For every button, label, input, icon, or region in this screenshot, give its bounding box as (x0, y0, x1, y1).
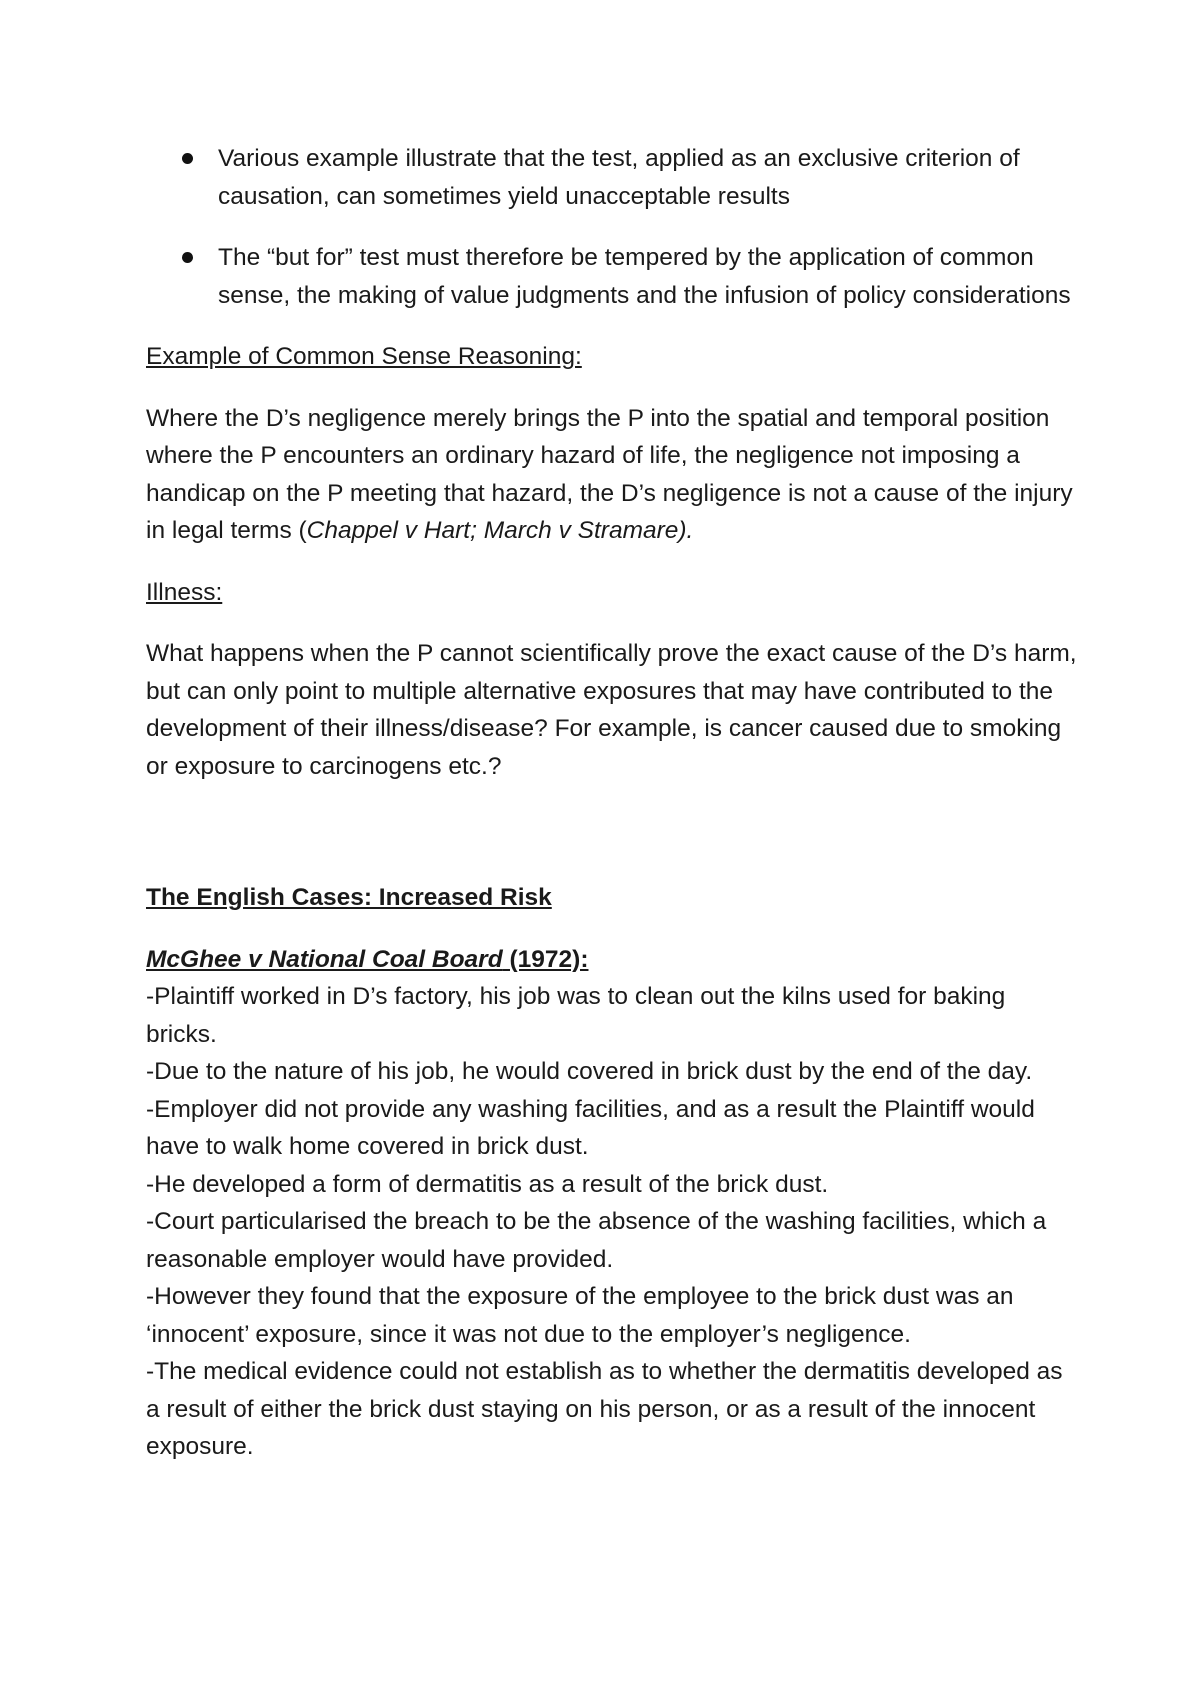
case-fact: -Employer did not provide any washing facilities, and as a result the Plaintiff would have to walk home covered in brick dust. (146, 1095, 1035, 1160)
case-citations: Chappel v Hart; March v Stramare). (306, 517, 694, 544)
bullet-dot-icon (182, 153, 193, 164)
bullet-text: Various example illustrate that the test, applied as an exclusive criterion of causation, can sometimes yield unacceptable results (218, 145, 1020, 210)
case-year: (1972): (502, 945, 589, 973)
case-fact: -He developed a form of dermatitis as a result of the brick dust. (146, 1170, 829, 1198)
case-name: McGhee v National Coal Board (146, 945, 503, 973)
section-spacer (146, 809, 1080, 879)
case-fact: -The medical evidence could not establish as to whether the dermatitis developed as a result of either the brick dust staying on his person, or as a result of the innocent exposure. (146, 1358, 1063, 1460)
bullet-list (146, 140, 1080, 314)
common-sense-body: Where the D’s negligence merely brings the P into the spatial and temporal position where the P encounters an ordinary hazard of life, the negligence not imposing a handicap on the P meeting that hazard, the D’s negligence is not a cause of the injury in legal terms ( (146, 404, 1073, 544)
english-cases-heading: The English Cases: Increased Risk (146, 884, 552, 911)
case-fact: -Plaintiff worked in D’s factory, his job was to clean out the kilns used for baking bricks. (146, 983, 1006, 1048)
bullet-item (146, 140, 1080, 215)
bullet-text: The “but for” test must therefore be tempered by the application of common sense, the making of value judgments and the infusion of policy considerations (218, 244, 1071, 309)
bullet-item (146, 239, 1080, 314)
common-sense-paragraph (146, 400, 1080, 550)
case-title (146, 941, 1080, 979)
case-section (146, 941, 1080, 1466)
case-fact: -However they found that the exposure of the employee to the brick dust was an ‘innocent’ exposure, since it was not due to the employer’s negligence. (146, 1283, 1014, 1348)
bullet-dot-icon (182, 252, 193, 263)
illness-paragraph: What happens when the P cannot scientifically prove the exact cause of the D’s harm, but can only point to multiple alternative exposures that may have contributed to the development of their illness/disease? For example, is cancer caused due to smoking or exposure to carcinogens etc.? (146, 640, 1077, 780)
common-sense-heading: Example of Common Sense Reasoning: (146, 343, 582, 370)
case-fact: -Due to the nature of his job, he would covered in brick dust by the end of the day. (146, 1058, 1033, 1085)
illness-heading: Illness: (146, 578, 223, 606)
case-fact: -Court particularised the breach to be the absence of the washing facilities, which a reasonable employer would have provided. (146, 1208, 1047, 1273)
